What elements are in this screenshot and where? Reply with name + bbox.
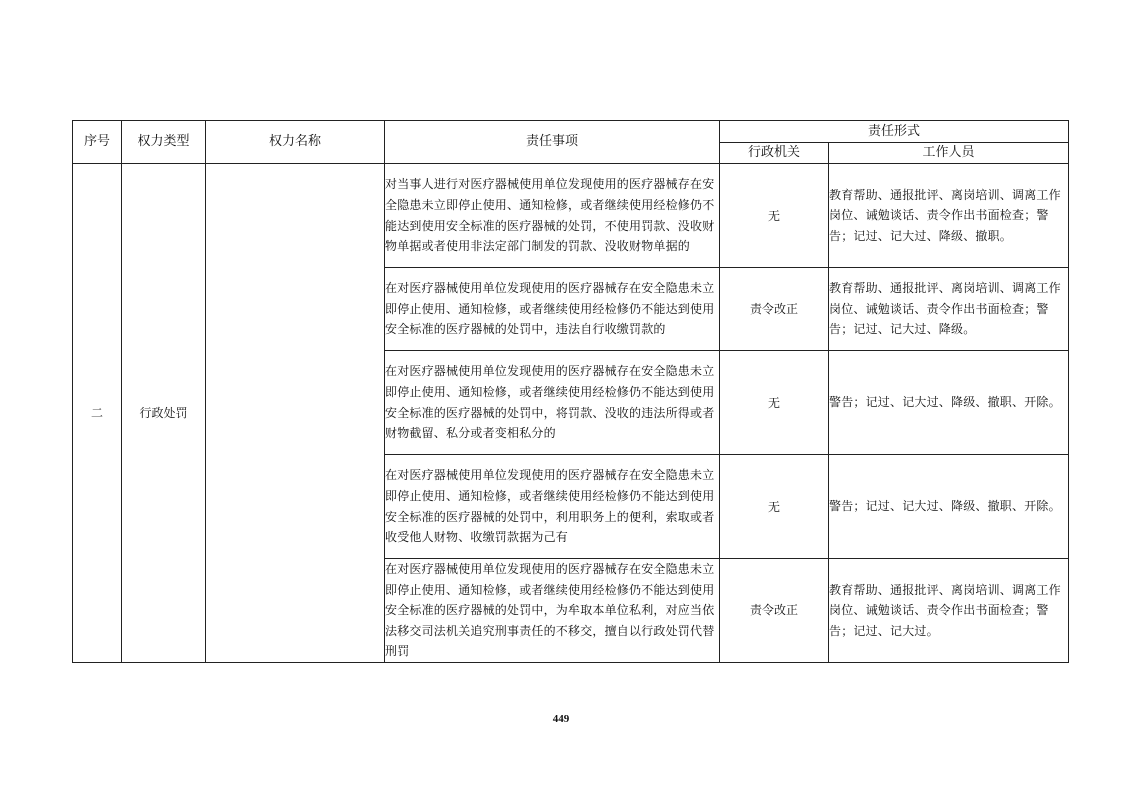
header-responsibility-form: 责任形式 xyxy=(720,121,1069,143)
page-number: 449 xyxy=(552,713,570,725)
cell-staff: 警告；记过、记大过、降级、撤职、开除。 xyxy=(829,351,1069,455)
header-staff: 工作人员 xyxy=(829,143,1069,164)
cell-administrative-agency: 责令改正 xyxy=(720,559,829,663)
cell-responsibility-matter: 在对医疗器械使用单位发现使用的医疗器械存在安全隐患未立即停止使用、通知检修，或者继续使用经检修仍不能达到使用安全标准的医疗器械的处罚中，利用职务上的便利，索取或者收受他人财物、收缴罚款据为己有 xyxy=(385,455,720,559)
header-power-name: 权力名称 xyxy=(206,121,385,164)
cell-administrative-agency: 无 xyxy=(720,455,829,559)
header-administrative-agency: 行政机关 xyxy=(720,143,829,164)
header-responsibility-matter: 责任事项 xyxy=(385,121,720,164)
header-serial-number: 序号 xyxy=(73,121,122,164)
cell-responsibility-matter: 在对医疗器械使用单位发现使用的医疗器械存在安全隐患未立即停止使用、通知检修，或者继续使用经检修仍不能达到使用安全标准的医疗器械的处罚中，为牟取本单位私利，对应当依法移交司法机关追究刑事责任的不移交，擅自以行政处罚代替刑罚 xyxy=(385,559,720,663)
responsibility-table xyxy=(72,120,1069,663)
cell-power-type: 行政处罚 xyxy=(122,164,206,663)
table-body xyxy=(73,164,1069,663)
cell-staff: 教育帮助、通报批评、离岗培训、调离工作岗位、诫勉谈话、责令作出书面检查；警告；记过、记大过、降级、撤职。 xyxy=(829,164,1069,268)
cell-staff: 警告；记过、记大过、降级、撤职、开除。 xyxy=(829,455,1069,559)
table-header xyxy=(73,121,1069,164)
cell-serial-number: 二 xyxy=(73,164,122,663)
cell-staff: 教育帮助、通报批评、离岗培训、调离工作岗位、诫勉谈话、责令作出书面检查；警告；记过、记大过。 xyxy=(829,559,1069,663)
cell-power-name xyxy=(206,164,385,663)
cell-administrative-agency: 无 xyxy=(720,351,829,455)
cell-responsibility-matter: 在对医疗器械使用单位发现使用的医疗器械存在安全隐患未立即停止使用、通知检修，或者继续使用经检修仍不能达到使用安全标准的医疗器械的处罚中，违法自行收缴罚款的 xyxy=(385,268,720,351)
cell-staff: 教育帮助、通报批评、离岗培训、调离工作岗位、诫勉谈话、责令作出书面检查；警告；记过、记大过、降级。 xyxy=(829,268,1069,351)
cell-administrative-agency: 无 xyxy=(720,164,829,268)
cell-responsibility-matter: 对当事人进行对医疗器械使用单位发现使用的医疗器械存在安全隐患未立即停止使用、通知检修，或者继续使用经检修仍不能达到使用安全标准的医疗器械的处罚，不使用罚款、没收财物单据或者使用非法定部门制发的罚款、没收财物单据的 xyxy=(385,164,720,268)
header-power-type: 权力类型 xyxy=(122,121,206,164)
cell-responsibility-matter: 在对医疗器械使用单位发现使用的医疗器械存在安全隐患未立即停止使用、通知检修，或者继续使用经检修仍不能达到使用安全标准的医疗器械的处罚中，将罚款、没收的违法所得或者财物截留、私分或者变相私分的 xyxy=(385,351,720,455)
table-row xyxy=(73,164,1069,268)
cell-administrative-agency: 责令改正 xyxy=(720,268,829,351)
